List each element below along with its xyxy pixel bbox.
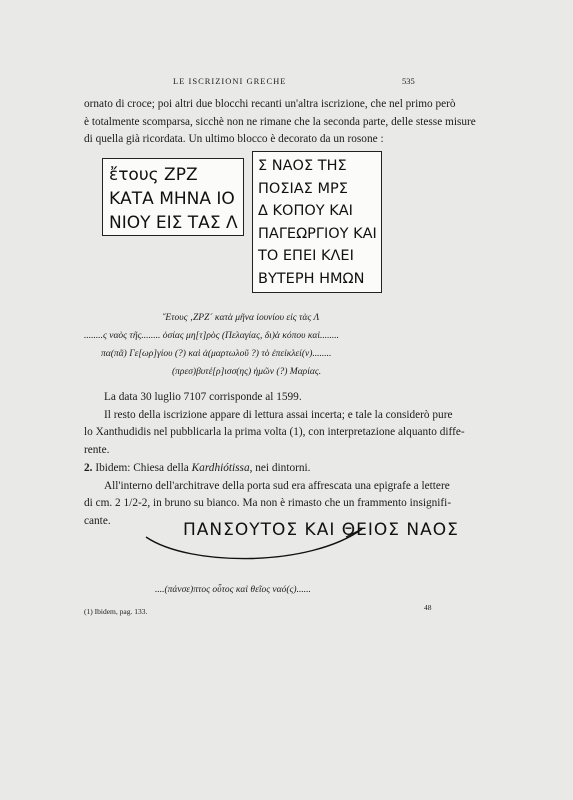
- inscription-line: ΒΥΤΕΡΗ ΗΜΩΝ: [258, 270, 365, 287]
- transcription-line: πα(πᾶ) Γε[ωρ]γίου (?) καὶ ἀ(μαρτωλοῦ ?) τὸ ἐπεἰκλεί(ν)........: [101, 349, 332, 359]
- text-line: cante.: [84, 514, 111, 527]
- inscription-block-left: [102, 158, 244, 236]
- inscription-block-right: [252, 151, 382, 293]
- fragment-transcription: ....(πάνσε)πτος οὗτος καὶ θεῖος ναό(ς)......: [155, 585, 311, 595]
- inscription-line: ΠΟΣΙΑΣ ΜΡΣ: [258, 180, 348, 197]
- text-line: La data 30 luglio 7107 corrisponde al 1599.: [104, 391, 302, 403]
- paragraph-intro: [84, 96, 481, 149]
- text-line: All'interno dell'architrave della porta sud era affrescata una epigrafe a lettere: [104, 479, 450, 492]
- inscription-line: ΤΟ ΕΠΕΙ ΚΛΕΙ: [258, 248, 354, 264]
- text-line: lo Xanthudidis nel pubblicarla la prima volta (1), con interpretazione alquanto diffe-: [84, 426, 465, 438]
- page-number: 535: [402, 76, 415, 86]
- inscription-line: Δ ΚΟΠΟΥ ΚΑΙ: [258, 203, 353, 219]
- section-number: 2.: [84, 462, 93, 474]
- church-name: Kardhiótissa: [191, 462, 250, 474]
- footnote: (1) Ibidem, pag. 133.: [84, 607, 148, 616]
- transcription-line: Ἔτους ‚ΖΡΖ´ κατὰ μῆνα ἰουνίου εἰς τὰς Λ: [163, 313, 320, 323]
- fragment-painted-text: ΠΑΝΣΟΥΤΟΣ ΚΑΙ ΘΕΙΟΣ ΝΑΟΣ: [183, 520, 459, 540]
- transcription-line: (πρεσ)βυτέ[ρ]ισσ(ης) ἡμῶν (?) Μαρίας.: [172, 367, 322, 377]
- inscription-line: ἔτους ΖΡΖ: [109, 165, 198, 185]
- text-line: Il resto della iscrizione appare di lettura assai incerta; e tale la considerò pure: [104, 408, 453, 421]
- inscription-line: ΚΑΤΑ ΜΗΝΑ ΙΟ: [109, 189, 235, 209]
- section-heading: [84, 460, 481, 478]
- text-line: ornato di croce; poi altri due blocchi recanti un'altra iscrizione, che nel primo però: [84, 98, 456, 110]
- inscription-line: ΝΙΟΥ ΕΙΣ ΤΑΣ Λ: [109, 213, 238, 233]
- running-title: LE ISCRIZIONI GRECHE: [173, 76, 287, 86]
- section-title: Ibidem: Chiesa della: [95, 462, 189, 474]
- signature-mark: 48: [424, 603, 432, 612]
- text-line: rente.: [84, 443, 110, 456]
- paragraph-date: [84, 389, 481, 459]
- text-line: è totalmente scomparsa, sicchè non ne rimane che la seconda parte, delle stesse misure: [84, 115, 476, 128]
- text-line: di cm. 2 1/2-2, in bruno su bianco. Ma non è rimasto che un frammento insignifi-: [84, 497, 452, 509]
- transcription-line: ........ς ναὸς τῆς........ ὁσίας μη[τ]ρὸς (Πελαγίας, δι)ὰ κόπου καὶ........: [84, 331, 340, 341]
- inscription-line: ΠΑΓΕΩΡΓΙΟΥ ΚΑΙ: [258, 225, 377, 242]
- section-title-rest: , nei dintorni.: [249, 462, 311, 474]
- inscription-line: Σ ΝΑΟΣ ΤΗΣ: [258, 158, 347, 174]
- text-line: di quella già ricordata. Un ultimo blocco è decorato da un rosone :: [84, 133, 384, 145]
